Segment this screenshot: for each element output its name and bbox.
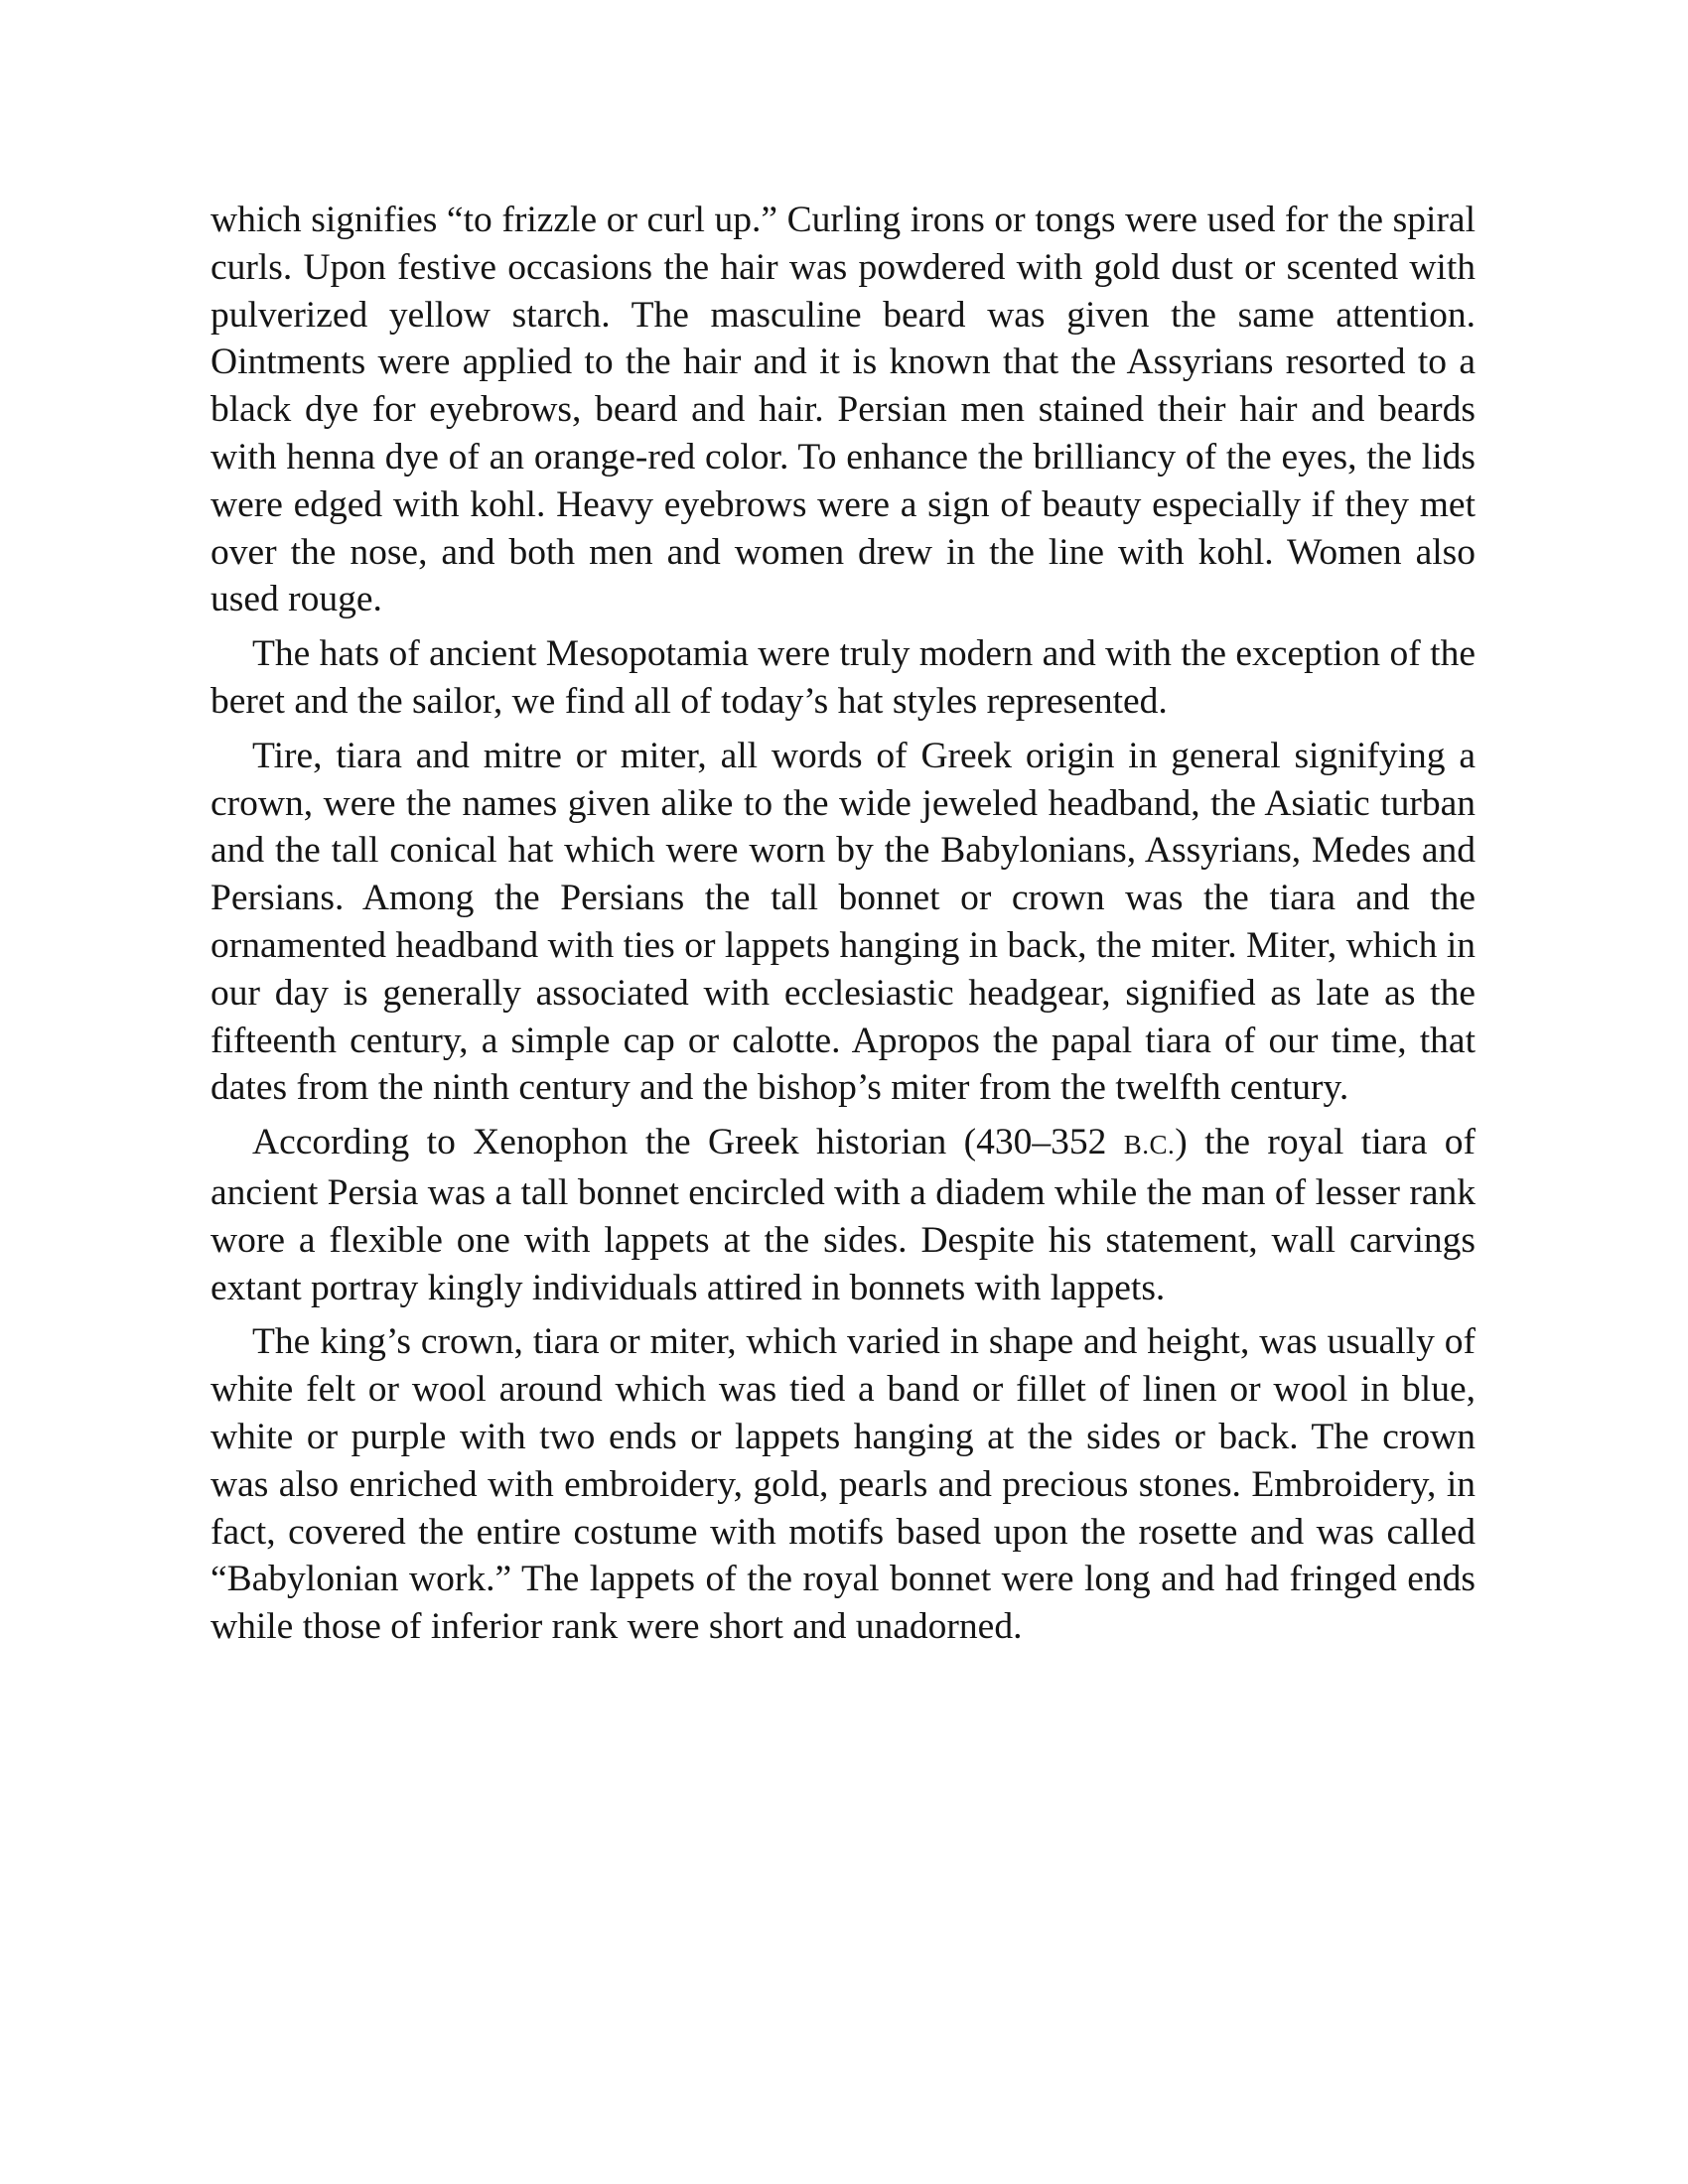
era-abbreviation: B.C. <box>1123 1130 1176 1160</box>
paragraph-xenophon <box>211 1119 1476 1311</box>
paragraph-hats: The hats of ancient Mesopotamia were truly modern and with the exception of the beret and the sailor, we find all of today’s hat styles represented. <box>211 633 1476 722</box>
page-body <box>211 197 1476 1658</box>
paragraph-tiara-and-miter: Tire, tiara and mitre or miter, all words of Greek origin in general signifying a crown, were the names given alike to the wide jeweled headband, the Asiatic turban and the tall conical hat which were worn by the Babylonians, Assyrians, Medes and Persians. Among the Persians the tall bonnet or crown was the tiara and the ornamented headband with ties or lappets hanging in back, the miter. Miter, which in our day is generally associated with ecclesiastic headgear, signified as late as the fifteenth century, a simple cap or calotte. Apropos the papal tiara of our time, that dates from the ninth century and the bishop’s miter from the twelfth century. <box>211 735 1476 1109</box>
xenophon-text-end: ) the royal tiara of ancient Persia was a tall bonnet encircled with a diadem while the man of lesser rank wore a flexible one with lappets at the sides. Despite his statement, wall carvings extant portray kingly individuals attired in bonnets with lappets. <box>211 1122 1477 1308</box>
xenophon-text-start: According to Xenophon the Greek historian (430–352 <box>252 1122 1124 1163</box>
paragraph-hair-and-beards: which signifies “to frizzle or curl up.” Curling irons or tongs were used for the spiral curls. Upon festive occasions the hair was powdered with gold dust or scented with pulverized yellow starch. The masculine beard was given the same attention. Ointments were applied to the hair and it is known that the Assyrians resorted to a black dye for eyebrows, beard and hair. Persian men stained their hair and beards with henna dye of an orange-red color. To enhance the brilliancy of the eyes, the lids were edged with kohl. Heavy eyebrows were a sign of beauty especially if they met over the nose, and both men and women drew in the line with kohl. Women also used rouge. <box>211 200 1476 620</box>
paragraph-kings-crown: The king’s crown, tiara or miter, which varied in shape and height, was usually of white felt or wool around which was tied a band or fillet of linen or wool in blue, white or purple with two ends or lappets hanging at the sides or back. The crown was also enriched with embroidery, gold, pearls and precious stones. Embroidery, in fact, covered the entire costume with motifs based upon the rosette and was called “Babylonian work.” The lappets of the royal bonnet were long and had fringed ends while those of inferior rank were short and unadorned. <box>211 1321 1476 1648</box>
